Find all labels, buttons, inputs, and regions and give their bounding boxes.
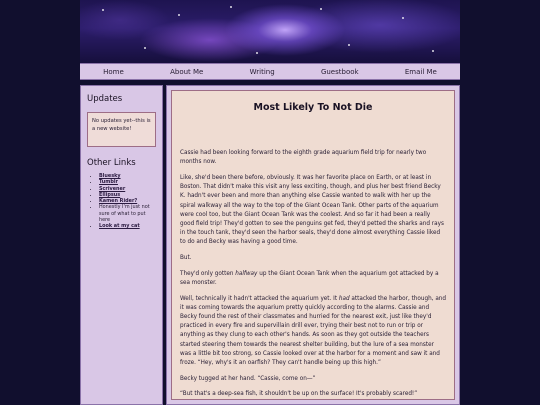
story-body	[180, 149, 446, 400]
nav-writing[interactable]: Writing	[249, 67, 275, 76]
sidebar-link-item: • Honestly I'm just not sure of what to put here	[99, 204, 156, 223]
star-decoration	[348, 44, 350, 46]
story-title: Most Likely To Not Die	[253, 102, 373, 113]
star-decoration	[256, 52, 258, 54]
story-paragraph: Becky tugged at her hand. “Cassie, come on—”	[180, 375, 316, 382]
star-decoration	[320, 8, 322, 10]
updates-heading: Updates	[87, 94, 123, 104]
page-container	[80, 0, 460, 405]
star-decoration	[144, 47, 146, 49]
nav-home[interactable]: Home	[103, 67, 124, 76]
star-decoration	[178, 14, 180, 16]
star-decoration	[402, 17, 404, 19]
sidebar-link[interactable]: Kamen Rider?	[99, 198, 138, 205]
sidebar-link[interactable]: Look at my cat	[99, 223, 140, 230]
sidebar-link[interactable]: Tumblr	[99, 179, 118, 186]
story-paragraph: “But that's a deep-sea fish, it shouldn't be up on the surface! It's probably scared!”	[180, 391, 418, 398]
story-paragraph: Well, technically it hadn't attacked the aquarium yet. It had attacked the harbor, though, and it was coming towards the aquarium pretty quickly according to the alarms. Cassie and Becky found the rest of their classmates and hurried for the nearest exit, just like they'd practiced in every fire and supervillain drill ever, trying their best not to run or trip or anything as they clung to each other's hands. As soon as they got outside the teachers started steering them towards the nearest shelter building, but the lure of a sea monster was a little bit too strong, so Cassie looked over at the harbor for a moment and saw it and froze. “Hey, why's it an oarfish? They can't handle being up this high.”	[180, 295, 447, 367]
sidebar-link[interactable]: Ellipsus	[99, 191, 121, 198]
main-panel	[166, 85, 460, 405]
story-content[interactable]	[171, 90, 455, 400]
emphasis-text: had	[338, 295, 350, 302]
galaxy-header-banner	[80, 0, 460, 63]
sidebar	[80, 85, 163, 405]
top-navigation	[80, 63, 460, 80]
star-decoration	[432, 50, 434, 52]
nav-guestbook[interactable]: Guestbook	[320, 67, 359, 76]
nav-email-me[interactable]: Email Me	[404, 67, 437, 76]
story-paragraph: Like, she'd been there before, obviously. It was her favorite place on Earth, or at least in Boston. That didn't make this visit any less exciting, though, and plus her best friend Becky K. hadn't ever been and more than anything else Cassie wanted to walk with her up the spiral walkway all the way to the top of the Giant Ocean Tank. Other parts of the aquarium were cool too, but the Giant Ocean Tank was the coolest. And so far it had been a really good field trip! They'd gotten to see the penguins get fed, they'd petted the sharks and rays in the touch tank, they'd seen the harbor seals, they'd done almost everything Cassie liked to do and Becky was having a good time.	[180, 174, 444, 246]
nav-about-me[interactable]: About Me	[170, 67, 204, 76]
other-links-heading: Other Links	[87, 158, 136, 168]
story-paragraph: They'd only gotten halfway up the Giant Ocean Tank when the aquarium got attacked by a sea monster.	[180, 270, 439, 286]
sidebar-link[interactable]: Bluesky	[99, 173, 121, 179]
star-decoration	[230, 6, 232, 8]
star-decoration	[102, 9, 104, 11]
story-paragraph: Cassie had been looking forward to the eighth grade aquarium field trip for nearly two months now.	[180, 150, 427, 166]
story-paragraph: But.	[180, 255, 192, 262]
other-links-list	[87, 173, 156, 230]
emphasis-text: halfway	[235, 270, 258, 277]
sidebar-link-item[interactable]	[99, 223, 156, 229]
sidebar-link[interactable]: Scrivener	[99, 185, 126, 192]
updates-box: No updates yet--this is a new website!	[87, 112, 156, 147]
